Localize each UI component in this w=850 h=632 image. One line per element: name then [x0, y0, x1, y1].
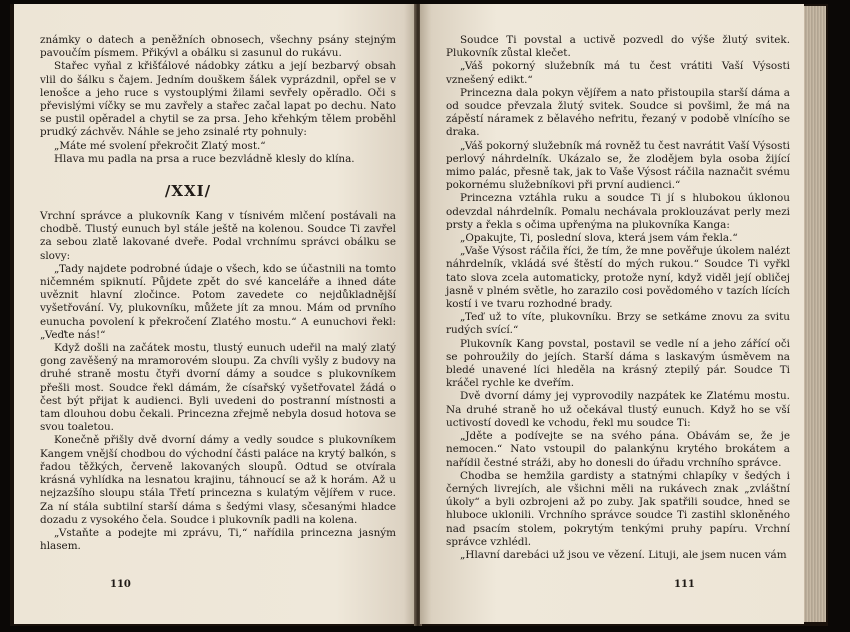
paragraph: Plukovník Kang povstal, postavil se vedle ní a jeho zářící oči se pohroužily do jejích. Starší dáma s laskavým úsměvem na bledé unavené líci hleděla na krásný ztepilý pár. Soudce Ti kráčel rychle ke dveřím. [446, 337, 790, 390]
page-edges [804, 6, 826, 622]
left-page-text-bottom [40, 210, 396, 553]
paragraph: „Tady najdete podrobné údaje o všech, kdo se účastnili na tomto ničemném spiknutí. Půjdete zpět do své kanceláře a ihned dáte uvěznit hlavní zločince. Potom zavedete co nejdůkladnější vyšetřování. Vy, plukovníku, můžete jít za mnou. Mám od prvního eunucha povolení k překročení Zlatého mostu.“ A eunuchovi řekl: „Veďte nás!“ [40, 262, 396, 341]
paragraph: „Váš pokorný služebník má tu čest vrátiti Vaší Výsosti vznešený edikt.“ [446, 60, 790, 86]
paragraph: Když došli na začátek mostu, tlustý eunuch udeřil na malý zlatý gong zavěšený na mramorovém sloupu. Za chvíli vyšly z budovy na druhé straně mostu čtyři dvorní dámy a soudce s plukovníkem přešli most. Soudce řekl dámám, že císařský vyšetřovatel žádá o čest být přijat k audienci. Byli uvedeni do postranní místnosti a tam dlouhou dobu čekali. Princezna zřejmě nebyla dosud hotova se svou toaletou. [40, 342, 396, 434]
paragraph: „Máte mé svolení překročit Zlatý most.“ [54, 139, 266, 152]
paragraph: Vrchní správce a plukovník Kang v tísnivém mlčení postávali na chodbě. Tlustý eunuch byl stále ještě na kolenou. Soudce Ti zavřel za sebou zlatě lakované dveře. Podal vrchnímu správci obálku se slovy: [40, 210, 396, 262]
paragraph: „Vstaňte a podejte mi zprávu, Ti,“ nařídila princezna jasným hlasem. [40, 526, 396, 553]
paragraph: Stařec vyňal z křišťálové nádobky zátku a její bezbarvý obsah vlil do šálku s čajem. Jedním douškem šálek vyprázdnil, opřel se v lenošce a jeho ruce s vystouplými žilami sevřely opěradlo. Oči s převislými víčky se mu zavřely a stařec začal lapat po dechu. Nato se pustil opěradel a chytil se za prsa. Jeho křehkým tělem proběhl prudký záchvěv. Náhle se jeho zsinalé rty pohnuly: [40, 60, 396, 139]
paragraph: „Váš pokorný služebník má rovněž tu čest navrátit Vaší Výsosti perlový náhrdelník. Ukázalo se, že zlodějem byla osoba žijící mimo palác, přesně tak, jak to Vaše Výsost ráčila naznačit svému pokornému služebníkovi při první audienci.“ [446, 139, 790, 192]
right-page [420, 4, 804, 624]
paragraph: „Jděte a podívejte se na svého pána. Obávám se, že je nemocen.“ Nato vstoupil do palankýnu krytého brokátem a nařídil čestné stráži, aby ho donesli do úřadu vrchního správce. [446, 430, 790, 469]
paragraph: „Teď už to víte, plukovníku. Brzy se setkáme znovu za svitu rudých svící.“ [446, 311, 790, 337]
book-spread [10, 4, 828, 626]
left-page-text-top [40, 34, 396, 166]
paragraph: „Opakujte, Ti, poslední slova, která jsem vám řekla.“ [460, 232, 738, 245]
left-page [14, 4, 416, 624]
paragraph: Dvě dvorní dámy jej vyprovodily nazpátek ke Zlatému mostu. Na druhé straně ho už očekával tlustý eunuch. Když ho se vší uctivostí dovedl ke vchodu, řekl mu soudce Ti: [446, 390, 790, 429]
right-page-text [446, 34, 790, 562]
paragraph: Hlava mu padla na prsa a ruce bezvládně klesly do klína. [54, 152, 355, 165]
paragraph: Chodba se hemžila gardisty a statnými chlapíky v šedých i černých livrejích, ale všichni měli na rukávech znak „zvláštní úkoly“ a byli ozbrojeni až po zuby. Jak spatřili soudce, hned se hluboce uklonili. Vrchního správce soudce Ti zastihl skloněného nad psacím stolem, pokrytým tenkými pruhy papíru. Vrchní správce vzhlédl. [446, 469, 790, 548]
paragraph: Konečně přišly dvě dvorní dámy a vedly soudce s plukovníkem Kangem vnější chodbou do východní části paláce na krytý balkón, s řadou těžkých, červeně lakovaných sloupů. Odtud se otvírala krásná vyhlídka na lesnatou krajinu, táhnoucí se až k horám. Až u nejzazšího sloupu stála Třetí princezna s kulatým vějířem v ruce. Za ní stála subtilní starší dáma s šedými vlasy, sčesanými hladce dozadu z vysokého čela. Soudce i plukovník padli na kolena. [40, 434, 396, 526]
page-number-right: 111 [674, 579, 695, 590]
paragraph: Princezna dala pokyn vějířem a nato přistoupila starší dáma a od soudce převzala žlutý svitek. Soudce si povšiml, že má na zápěstí náramek z bělavého nefritu, řezaný v podobě vlnícího se draka. [446, 86, 790, 139]
chapter-heading: /XXI/ [164, 182, 212, 201]
paragraph: známky o datech a peněžních obnosech, všechny psány stejným pavoučím písmem. Přikývl a obálku si zasunul do rukávu. [40, 34, 396, 60]
page-number-left: 110 [110, 579, 131, 590]
paragraph: „Hlavní darebáci už jsou ve vězení. Lituji, ale jsem nucen vám [460, 548, 787, 561]
paragraph: Princezna vztáhla ruku a soudce Ti jí s hlubokou úklonou odevzdal náhrdelník. Pomalu nechávala proklouzávat perly mezi prsty a řekla s očima upřenýma na plukovníka Kanga: [446, 192, 790, 231]
paragraph: Soudce Ti povstal a uctivě pozvedl do výše žlutý svitek. Plukovník zůstal klečet. [446, 34, 790, 60]
paragraph: „Vaše Výsost ráčila říci, že tím, že mne pověřuje úkolem nalézt náhrdelník, vkládá své štěstí do mých rukou.“ Soudce Ti vyřkl tato slova zcela automaticky, protože nyní, když viděl její obličej jasně v plném světle, ho zarazilo cosi povědomého v tazích lících kostí i ve tvaru rozhodné brady. [446, 245, 790, 311]
